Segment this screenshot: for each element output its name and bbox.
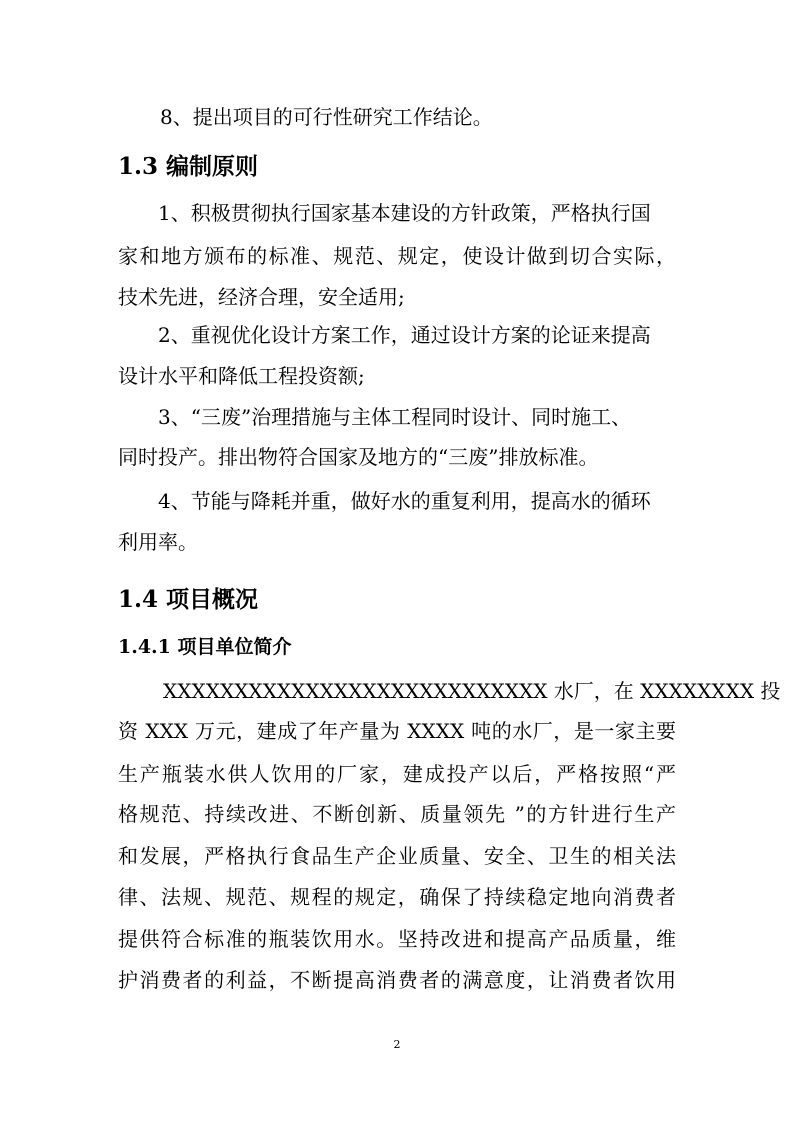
profile-line-3: 生产瓶装水供人饮用的厂家，建成投产以后，严格按照“严 (118, 762, 676, 786)
principle-line-7: 同时投产。排出物符合国家及地方的“三废”排放标准。 (118, 445, 599, 469)
principle-line-6: 3、“三废”治理措施与主体工程同时设计、同时施工、 (158, 405, 632, 429)
section-1-4-heading: 1.4 项目概况 (118, 586, 259, 613)
profile-line-2: 资 XXX 万元，建成了年产量为 XXXX 吨的水厂，是一家主要 (118, 719, 676, 743)
profile-line-1: XXXXXXXXXXXXXXXXXXXXXXXXXXX 水厂，在 XXXXXXXX 投 (163, 679, 781, 703)
section-1-3-heading: 1.3 编制原则 (118, 153, 259, 180)
principle-line-8: 4、节能与降耗并重，做好水的重复利用，提高水的循环 (158, 489, 651, 513)
principle-line-4: 2、重视优化设计方案工作，通过设计方案的论证来提高 (158, 323, 651, 347)
principle-line-3: 技术先进，经济合理，安全适用; (118, 285, 405, 309)
profile-line-4: 格规范、持续改进、不断创新、质量领先 ”的方针进行生产 (118, 802, 676, 826)
section-1-4-1-heading: 1.4.1 项目单位简介 (118, 636, 292, 658)
profile-line-5: 和发展，严格执行食品生产企业质量、安全、卫生的相关法 (118, 844, 676, 868)
principle-line-1: 1、积极贯彻执行国家基本建设的方针政策，严格执行国 (158, 201, 651, 225)
principle-line-9: 利用率。 (118, 530, 198, 554)
conclusion-item-8: 8、提出项目的可行性研究工作结论。 (160, 105, 493, 129)
principle-line-5: 设计水平和降低工程投资额; (118, 364, 365, 388)
profile-line-8: 护消费者的利益，不断提高消费者的满意度，让消费者饮用 (118, 968, 676, 992)
principle-line-2: 家和地方颁布的标准、规范、规定，使设计做到切合实际， (118, 244, 676, 268)
profile-line-7: 提供符合标准的瓶装饮用水。坚持改进和提高产品质量，维 (118, 927, 676, 951)
page-number: 2 (393, 1038, 401, 1051)
profile-line-6: 律、法规、规范、规程的规定，确保了持续稳定地向消费者 (118, 885, 676, 909)
